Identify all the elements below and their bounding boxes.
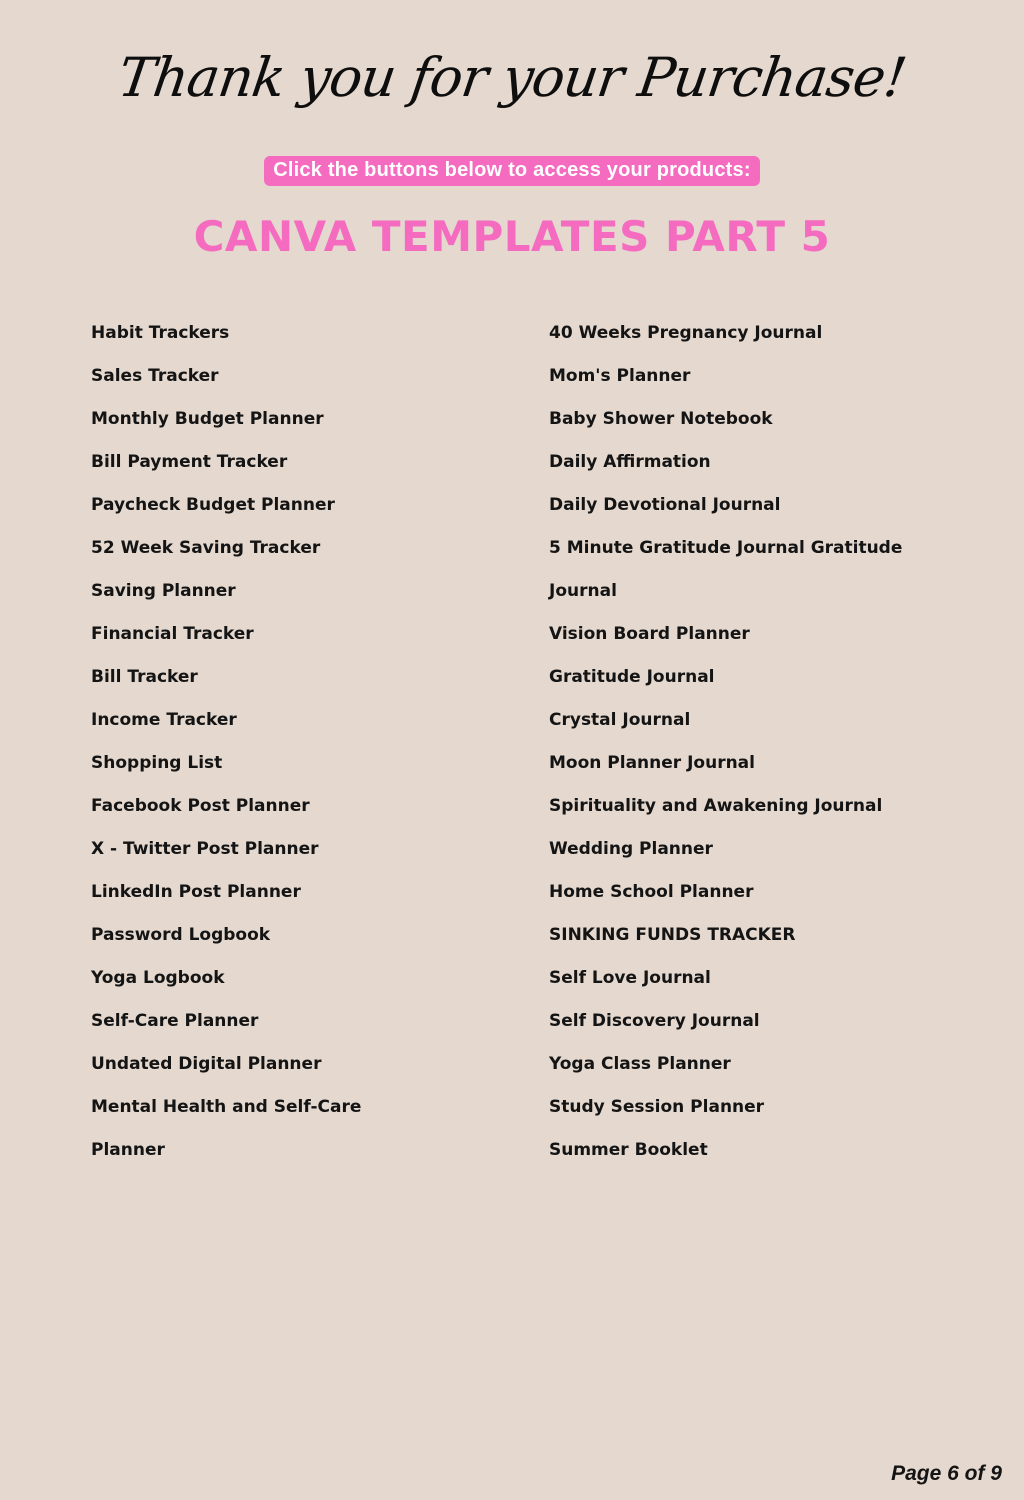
product-link[interactable]: Paycheck Budget Planner: [91, 495, 335, 515]
product-link[interactable]: Shopping List: [91, 753, 223, 773]
product-link[interactable]: 5 Minute Gratitude Journal Gratitude: [549, 538, 903, 558]
product-link[interactable]: Bill Payment Tracker: [91, 452, 288, 472]
product-link[interactable]: Gratitude Journal: [549, 667, 715, 687]
product-link[interactable]: Self-Care Planner: [91, 1011, 259, 1031]
product-link[interactable]: LinkedIn Post Planner: [91, 882, 301, 902]
product-link[interactable]: 52 Week Saving Tracker: [91, 538, 321, 558]
product-link[interactable]: Moon Planner Journal: [549, 753, 755, 773]
thank-you-title: Thank you for your Purchase!: [114, 46, 910, 109]
product-link[interactable]: Self Discovery Journal: [549, 1011, 760, 1031]
product-link[interactable]: Wedding Planner: [549, 839, 713, 859]
product-link[interactable]: Mental Health and Self-Care: [91, 1097, 362, 1117]
product-link[interactable]: Baby Shower Notebook: [549, 409, 773, 429]
product-link[interactable]: Income Tracker: [91, 710, 237, 730]
product-link[interactable]: Financial Tracker: [91, 624, 254, 644]
product-link[interactable]: Self Love Journal: [549, 968, 711, 988]
product-link[interactable]: X - Twitter Post Planner: [91, 839, 319, 859]
product-link[interactable]: Mom's Planner: [549, 366, 691, 386]
product-link[interactable]: Crystal Journal: [549, 710, 691, 730]
product-link[interactable]: Spirituality and Awakening Journal: [549, 796, 883, 816]
product-link[interactable]: Study Session Planner: [549, 1097, 765, 1117]
product-link[interactable]: Saving Planner: [91, 581, 236, 601]
access-products-banner[interactable]: Click the buttons below to access your products:: [264, 156, 759, 186]
product-link[interactable]: Daily Affirmation: [549, 452, 711, 472]
product-list-left: [91, 312, 361, 1172]
product-link[interactable]: Habit Trackers: [91, 323, 230, 343]
product-link[interactable]: Undated Digital Planner: [91, 1054, 322, 1074]
product-link[interactable]: Daily Devotional Journal: [549, 495, 781, 515]
section-title: CANVA TEMPLATES PART 5: [193, 212, 831, 261]
product-link[interactable]: Planner: [91, 1140, 165, 1160]
product-link[interactable]: 40 Weeks Pregnancy Journal: [549, 323, 823, 343]
product-list-right: [549, 312, 902, 1172]
product-link[interactable]: Home School Planner: [549, 882, 754, 902]
product-link[interactable]: Facebook Post Planner: [91, 796, 310, 816]
page-number: Page 6 of 9: [891, 1462, 1002, 1485]
product-link[interactable]: Yoga Class Planner: [549, 1054, 731, 1074]
product-link[interactable]: Vision Board Planner: [549, 624, 750, 644]
product-link[interactable]: SINKING FUNDS TRACKER: [549, 925, 796, 945]
product-link[interactable]: Summer Booklet: [549, 1140, 708, 1160]
cta-container: [0, 156, 1024, 186]
product-link[interactable]: Bill Tracker: [91, 667, 198, 687]
product-link[interactable]: Monthly Budget Planner: [91, 409, 324, 429]
product-link[interactable]: Journal: [549, 581, 617, 601]
product-link[interactable]: Sales Tracker: [91, 366, 219, 386]
product-link[interactable]: Password Logbook: [91, 925, 271, 945]
product-link[interactable]: Yoga Logbook: [91, 968, 225, 988]
